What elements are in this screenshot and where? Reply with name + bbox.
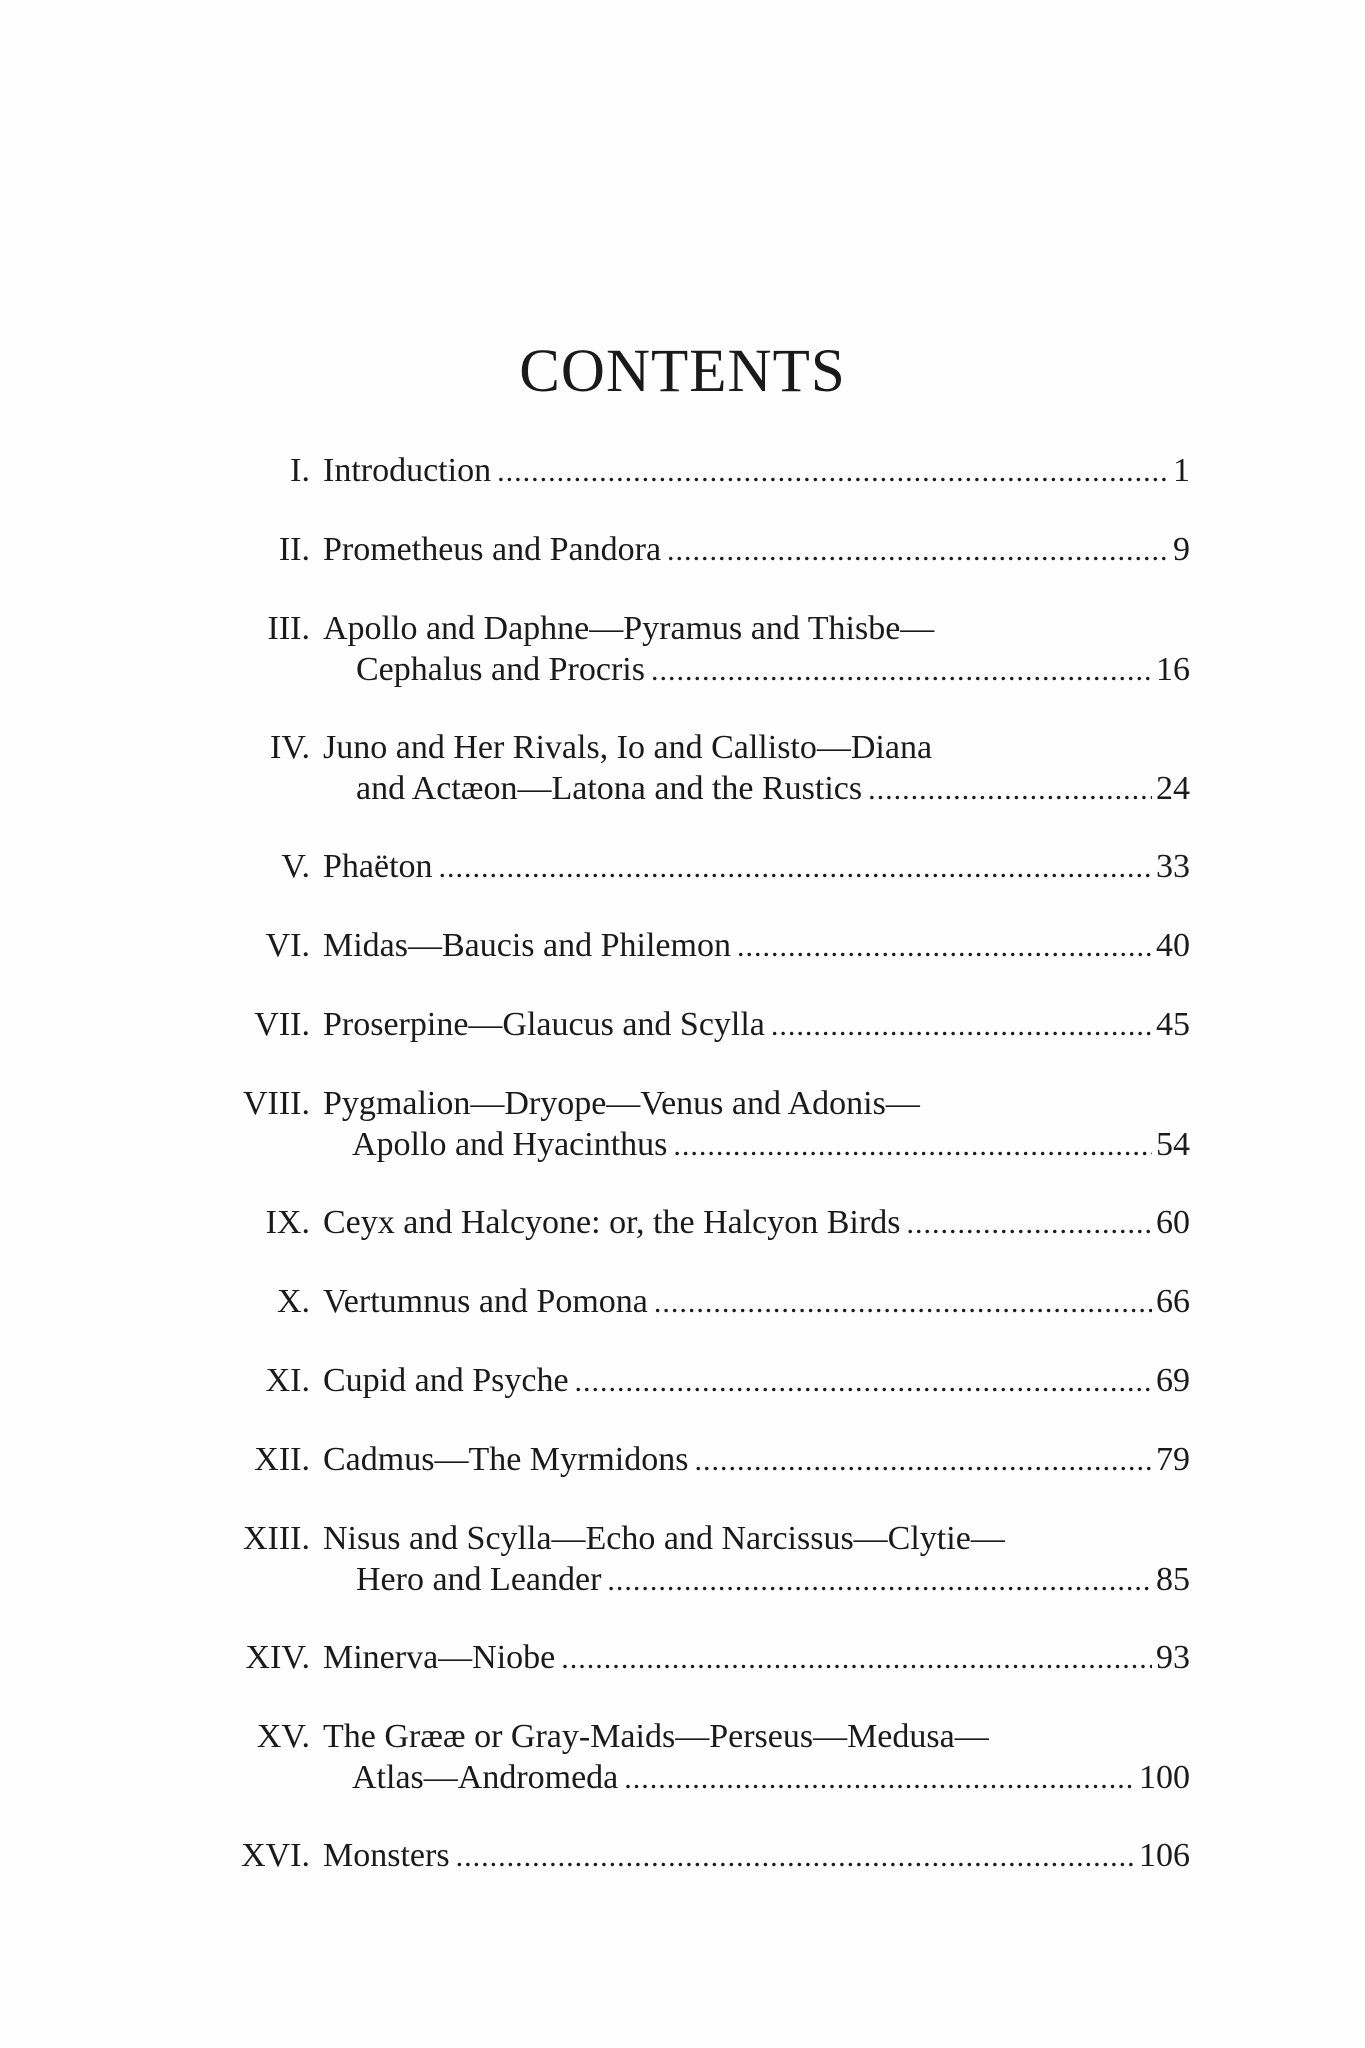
page-number: 16 — [1156, 651, 1190, 688]
page-number: 40 — [1156, 927, 1190, 964]
dot-leader — [575, 1361, 1152, 1402]
chapter-title-line: Hero and Leander — [356, 1561, 602, 1598]
dot-leader — [771, 1005, 1152, 1046]
dot-leader — [651, 650, 1152, 691]
chapter-title-line: Cadmus—The Myrmidons — [323, 1441, 689, 1478]
chapter-numeral: XI. — [265, 1362, 310, 1399]
chapter-title-line: Ceyx and Halcyone: or, the Halcyon Birds — [323, 1204, 901, 1241]
chapter-title-line: Monsters — [323, 1837, 450, 1874]
page-number: 66 — [1156, 1283, 1190, 1320]
chapter-title-with-leader — [323, 1360, 1190, 1402]
chapter-numeral: X. — [276, 1283, 310, 1320]
chapter-title-line: and Actæon—Latona and the Rustics — [356, 770, 863, 807]
chapter-title-line: Nisus and Scylla—Echo and Narcissus—Clytie— — [323, 1520, 1005, 1557]
chapter-title-with-leader — [323, 1281, 1190, 1323]
chapter-numeral: VII. — [254, 1006, 310, 1043]
page-number: 93 — [1156, 1639, 1190, 1676]
dot-leader — [456, 1836, 1135, 1877]
chapter-title-line: Prometheus and Pandora — [323, 531, 662, 568]
page-title: CONTENTS — [519, 337, 846, 405]
page-number: 24 — [1156, 770, 1190, 807]
page-number: 85 — [1156, 1561, 1190, 1598]
page-number: 106 — [1139, 1837, 1190, 1874]
chapter-title-with-leader — [323, 846, 1190, 888]
chapter-numeral: II. — [278, 531, 310, 568]
dot-leader — [694, 1440, 1152, 1481]
dot-leader — [906, 1203, 1152, 1244]
dot-leader — [439, 847, 1152, 888]
page-number: 60 — [1156, 1204, 1190, 1241]
chapter-title-with-leader — [352, 1757, 1190, 1799]
dot-leader — [868, 769, 1152, 810]
chapter-numeral: XVI. — [241, 1837, 310, 1874]
chapter-title-with-leader — [323, 529, 1190, 571]
chapter-title-line: Cupid and Psyche — [323, 1362, 569, 1399]
page-number: 54 — [1156, 1126, 1190, 1163]
chapter-title-line: Midas—Baucis and Philemon — [323, 927, 731, 964]
chapter-title-line: Cephalus and Procris — [356, 651, 645, 688]
dot-leader — [497, 451, 1169, 492]
chapter-title-line: Apollo and Hyacinthus — [352, 1126, 668, 1163]
chapter-title-with-leader — [323, 1202, 1190, 1244]
chapter-title-with-leader — [356, 649, 1190, 691]
chapter-title-with-leader — [356, 1559, 1190, 1601]
chapter-numeral: XII. — [254, 1441, 310, 1478]
chapter-title-line: Minerva—Niobe — [323, 1639, 556, 1676]
page-number: 69 — [1156, 1362, 1190, 1399]
dot-leader — [667, 530, 1169, 571]
chapter-title-line: Introduction — [323, 452, 492, 489]
dot-leader — [673, 1125, 1152, 1166]
chapter-numeral: V. — [281, 848, 310, 885]
chapter-title-line: Pygmalion—Dryope—Venus and Adonis— — [323, 1085, 920, 1122]
chapter-title-line: Proserpine—Glaucus and Scylla — [323, 1006, 765, 1043]
chapter-numeral: XIII. — [242, 1520, 310, 1557]
chapter-title-with-leader — [323, 1637, 1190, 1679]
chapter-title-line: Apollo and Daphne—Pyramus and Thisbe— — [323, 610, 935, 647]
page-number: 33 — [1156, 848, 1190, 885]
chapter-title-with-leader — [323, 925, 1190, 967]
dot-leader — [607, 1560, 1152, 1601]
dot-leader — [624, 1758, 1135, 1799]
chapter-title-line: The Grææ or Gray-Maids—Perseus—Medusa— — [323, 1718, 989, 1755]
chapter-title-with-leader — [352, 1124, 1190, 1166]
chapter-numeral: XIV. — [245, 1639, 310, 1676]
chapter-numeral: IV. — [270, 729, 310, 766]
page-number: 79 — [1156, 1441, 1190, 1478]
chapter-title-with-leader — [356, 768, 1190, 810]
chapter-title-line: Atlas—Andromeda — [352, 1759, 619, 1796]
chapter-title-line: Phaëton — [323, 848, 433, 885]
chapter-title-line: Juno and Her Rivals, Io and Callisto—Diana — [323, 729, 933, 766]
chapter-title-with-leader — [323, 1835, 1190, 1877]
chapter-title-with-leader — [323, 1004, 1190, 1046]
dot-leader — [737, 926, 1152, 967]
chapter-title-with-leader — [323, 1439, 1190, 1481]
page-number: 1 — [1173, 452, 1190, 489]
chapter-numeral: VIII. — [242, 1085, 310, 1122]
chapter-numeral: I. — [290, 452, 310, 489]
dot-leader — [561, 1638, 1152, 1679]
chapter-numeral: XV. — [256, 1718, 310, 1755]
page-number: 45 — [1156, 1006, 1190, 1043]
chapter-title-with-leader — [323, 450, 1190, 492]
chapter-numeral: III. — [267, 610, 310, 647]
chapter-numeral: VI. — [265, 927, 310, 964]
chapter-numeral: IX. — [265, 1204, 310, 1241]
page-number: 100 — [1139, 1759, 1190, 1796]
page-number: 9 — [1173, 531, 1190, 568]
chapter-title-line: Vertumnus and Pomona — [323, 1283, 648, 1320]
dot-leader — [654, 1282, 1152, 1323]
